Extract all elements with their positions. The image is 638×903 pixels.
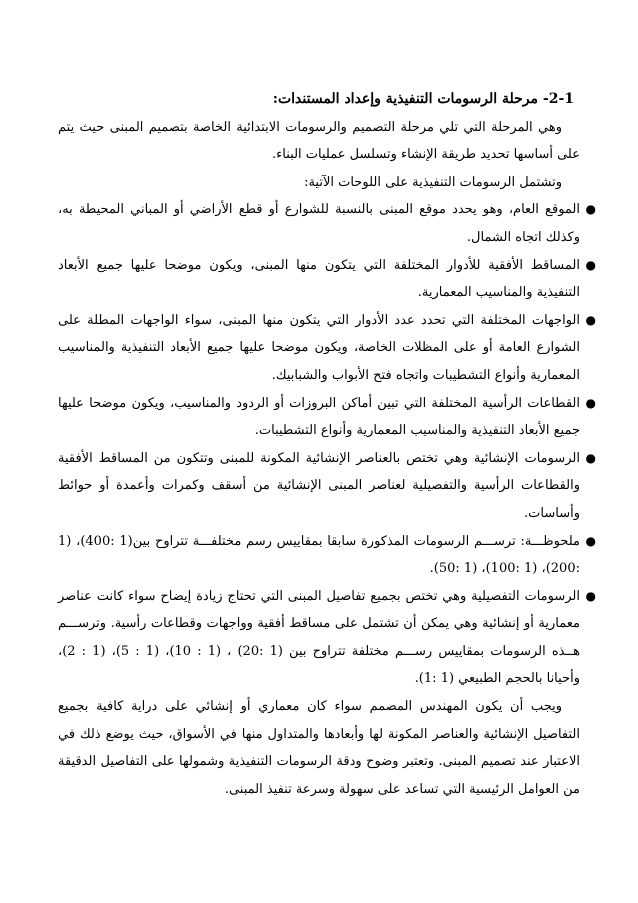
list-item-text: ملحوظـــة: ترســـم الرسومات المذكورة سابقا بمقاييس رسم مختلفـــة تتراوح بين(1 :400)، (1 :200)، (1 :100)، (1 :50). xyxy=(58,533,580,577)
list-item xyxy=(58,528,596,583)
bullet-icon: ● xyxy=(585,533,596,548)
bullet-icon: ● xyxy=(585,257,596,272)
list-item-text: الرسومات التفصيلية وهي تختص بجميع تفاصيل المبنى التي تحتاج زيادة إيضاح سواء كانت عناصر معمارية أو إنشائية وهي يمكن أن تشتمل على مساقط أفقية وواجهات وقطاعات رأسية. وترســـم هــذه الرسومات بمقاييس رســـم مختلفة تتراوح بين (1 :20) ، (1 : 10)، (1 : 5)، (1 : 2)، وأحيانا بالحجم الطبيعي (1 :1). xyxy=(58,588,580,687)
list-item-text: الرسومات الإنشائية وهي تختص بالعناصر الإنشائية المكونة للمبنى وتتكون من المساقط الأفقية والقطاعات الرأسية والتفصيلية لعناصر المبنى الإنشائية من أسقف وكمرات وأعمدة أو حوائط وأساسات. xyxy=(58,450,580,521)
list-item xyxy=(58,196,596,251)
document-page xyxy=(58,86,596,803)
list-item-text: الواجهات المختلفة التي تحدد عدد الأدوار التي يتكون منها المبنى، سواء الواجهات المطلة على الشوارع العامة أو على المظلات الخاصة، ويكون موضحا عليها جميع الأبعاد التنفيذية والمناسيب المعمارية وأنواع التشطيبات واتجاه فتح الأبواب والشبابيك. xyxy=(58,312,580,383)
closing-paragraph: ويجب أن يكون المهندس المصمم سواء كان معماري أو إنشائي على دراية كافية بجميع التفاصيل الإنشائية والعناصر المكونة لها وأبعادها والمتداول منها في الأسواق، حيث يوضع ذلك في الاعتبار عند تصميم المبنى. وتعتبر وضوح ودقة الرسومات التنفيذية وشمولها على التفاصيل الدقيقة من العوامل الرئيسية التي تساعد على سهولة وسرعة تنفيذ المبنى. xyxy=(58,699,580,797)
intro-paragraph: وهي المرحلة التي تلي مرحلة التصميم والرسومات الابتدائية الخاصة بتصميم المبنى حيث يتم على أساسها تحديد طريقة الإنشاء وتسلسل عمليات البناء. xyxy=(58,119,580,163)
list-item xyxy=(58,252,596,307)
list-item-text: القطاعات الرأسية المختلفة التي تبين أماكن البروزات أو الردود والمناسيب، ويكون موضحا عليها جميع الأبعاد التنفيذية والمناسيب المعمارية وأنواع التشطيبات. xyxy=(58,395,580,439)
bullet-icon: ● xyxy=(585,450,596,465)
bullet-icon: ● xyxy=(585,312,596,327)
drawings-list xyxy=(58,196,596,693)
list-item-text: المساقط الأفقية للأدوار المختلفة التي يتكون منها المبنى، ويكون موضحا عليها جميع الأبعاد التنفيذية والمناسيب المعمارية. xyxy=(58,257,580,301)
bullet-icon: ● xyxy=(585,202,596,217)
list-item xyxy=(58,307,596,390)
bullet-icon: ● xyxy=(585,395,596,410)
list-item xyxy=(58,583,596,693)
list-intro: وتشتمل الرسومات التنفيذية على اللوحات الآتية: xyxy=(304,174,562,190)
list-item-text: الموقع العام، وهو يحدد موقع المبنى بالنسبة للشوارع أو قطع الأراضي أو المباني المحيطة به، وكذلك اتجاه الشمال. xyxy=(58,202,580,245)
list-item xyxy=(58,445,596,528)
bullet-icon: ● xyxy=(585,588,596,603)
list-item xyxy=(58,390,596,445)
section-heading: 2-1- مرحلة الرسومات التنفيذية وإعداد المستندات: xyxy=(272,91,574,107)
